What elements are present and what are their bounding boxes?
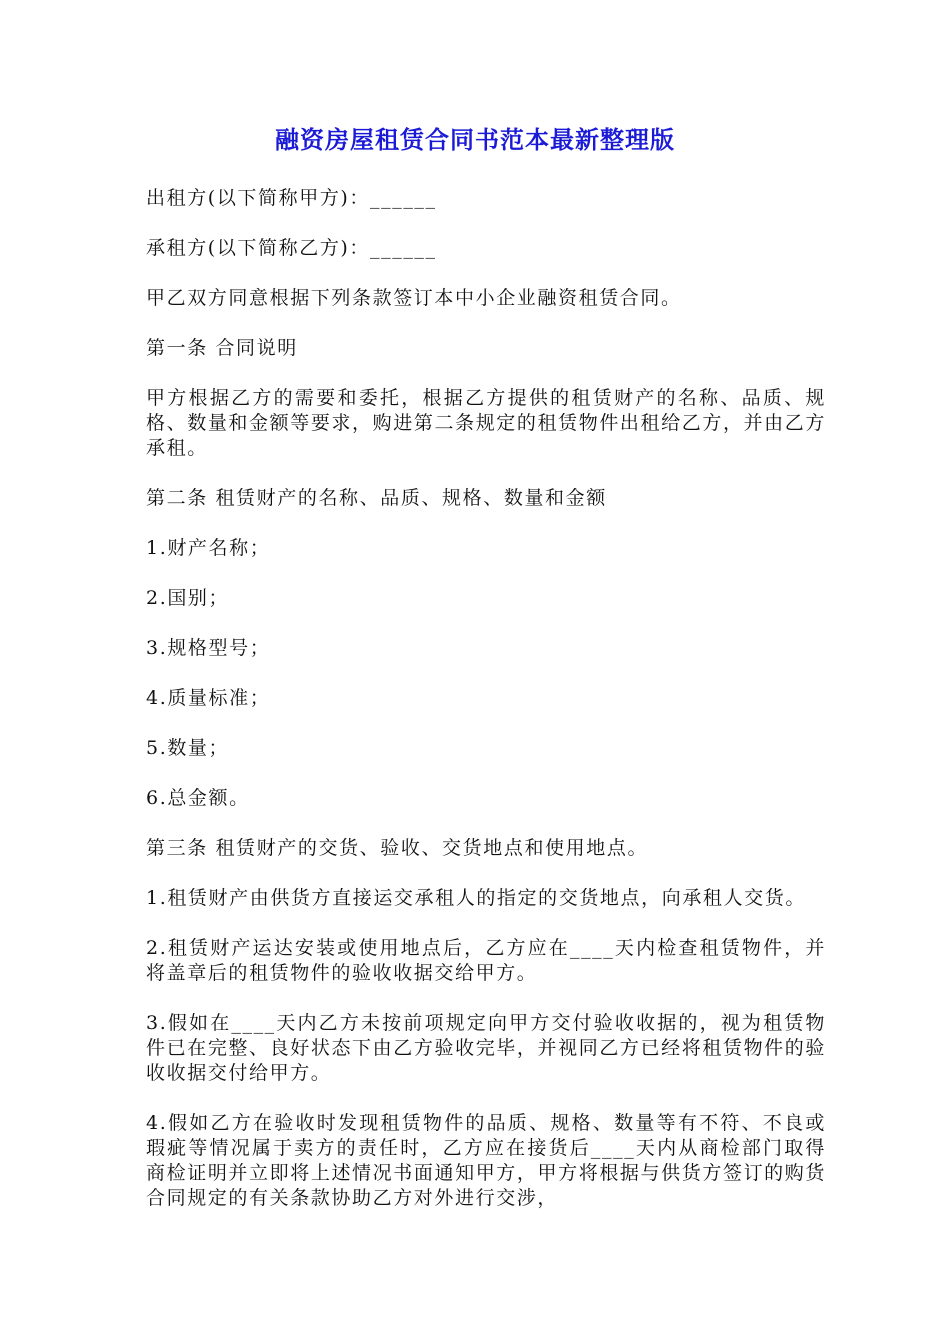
article-2-item-2: 2.国别；: [146, 587, 230, 609]
document-body: [146, 186, 826, 1236]
lessee-line: 承租方(以下简称乙方)：______: [146, 237, 437, 259]
article-1-heading: 第一条 合同说明: [146, 337, 298, 359]
article-3-item-2: 2.租赁财产运达安装或使用地点后，乙方应在____天内检查租赁物件，并将盖章后的租赁物件的验收收据交给甲方。: [146, 937, 826, 984]
article-2-item-3: 3.规格型号；: [146, 637, 271, 659]
article-2-heading: 第二条 租赁财产的名称、品质、规格、数量和金额: [146, 487, 607, 509]
article-2-item-4: 4.质量标准；: [146, 687, 271, 709]
article-3-item-1: 1.租赁财产由供货方直接运交承租人的指定的交货地点，向承租人交货。: [146, 887, 806, 909]
article-2-item-1: 1.财产名称；: [146, 537, 271, 559]
article-2-item-6: 6.总金额。: [146, 787, 250, 809]
article-1-text: 甲方根据乙方的需要和委托，根据乙方提供的租赁财产的名称、品质、规格、数量和金额等要求，购进第二条规定的租赁物件出租给乙方，并由乙方承租。: [146, 387, 826, 459]
article-3-item-3: 3.假如在____天内乙方未按前项规定向甲方交付验收收据的，视为租赁物件已在完整、良好状态下由乙方验收完毕，并视同乙方已经将租赁物件的验收收据交付给甲方。: [146, 1012, 826, 1084]
article-2-item-5: 5.数量；: [146, 737, 230, 759]
article-3-item-4: 4.假如乙方在验收时发现租赁物件的品质、规格、数量等有不符、不良或瑕疵等情况属于卖方的责任时，乙方应在接货后____天内从商检部门取得商检证明并立即将上述情况书面通知甲方，甲方将根据与供货方签订的购货合同规定的有关条款协助乙方对外进行交涉，: [146, 1112, 826, 1209]
document-title: 融资房屋租赁合同书范本最新整理版: [275, 126, 675, 154]
lessor-line: 出租方(以下简称甲方)：______: [146, 187, 437, 209]
article-3-heading: 第三条 租赁财产的交货、验收、交货地点和使用地点。: [146, 837, 649, 859]
agreement-intro: 甲乙双方同意根据下列条款签订本中小企业融资租赁合同。: [146, 287, 682, 309]
